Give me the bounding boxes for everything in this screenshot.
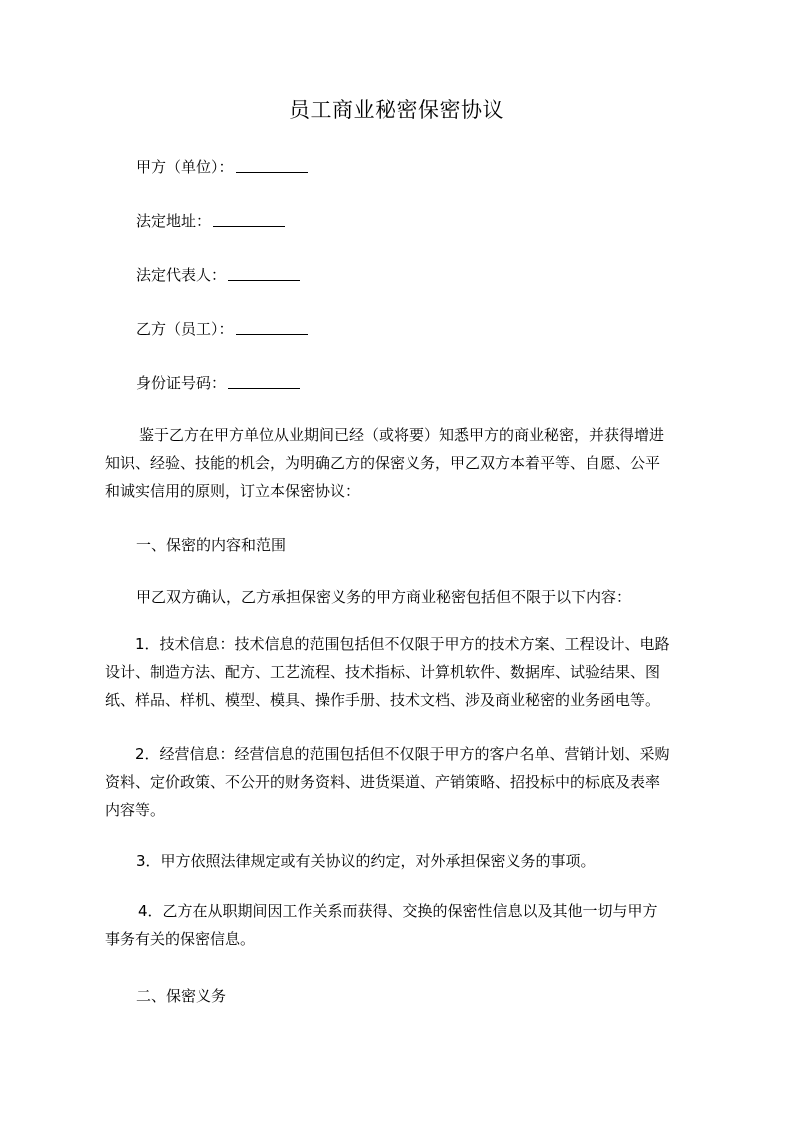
section1-item1: 1．技术信息：技术信息的范围包括但不仅限于甲方的技术方案、工程设计、电路设计、制造方法、配方、工艺流程、技术指标、计算机软件、数据库、试验结果、图纸、样品、样机、模型、模具、操作手册、技术文档、涉及商业秘密的业务函电等。 [105, 635, 670, 709]
id-number-field [136, 373, 300, 393]
section2-heading: 二、保密义务 [136, 987, 227, 1005]
document-title: 员工商业秘密保密协议 [289, 98, 504, 122]
legal-rep-label: 法定代表人： [136, 266, 227, 284]
legal-rep-field [136, 265, 300, 285]
party-b-label: 乙方（员工）： [136, 320, 234, 338]
legal-address-label: 法定地址： [136, 212, 212, 230]
section1-intro: 甲乙双方确认，乙方承担保密义务的甲方商业秘密包括但不限于以下内容： [136, 588, 632, 606]
section1-heading: 一、保密的内容和范围 [136, 536, 287, 554]
party-a-label: 甲方（单位）： [136, 158, 234, 176]
party-b-blank [236, 320, 308, 335]
legal-address-field [136, 211, 285, 231]
section1-item2: 2．经营信息：经营信息的范围包括但不仅限于甲方的客户名单、营销计划、采购资料、定价政策、不公开的财务资料、进货渠道、产销策略、招投标中的标底及表率内容等。 [105, 745, 670, 819]
legal-rep-blank [228, 266, 300, 281]
id-number-blank [228, 374, 300, 389]
legal-address-blank [213, 212, 285, 227]
party-b-field [136, 319, 308, 339]
section1-item4: 4．乙方在从职期间因工作关系而获得、交换的保密性信息以及其他一切与甲方事务有关的保密信息。 [105, 902, 658, 948]
id-number-label: 身份证号码： [136, 374, 227, 392]
party-a-field [136, 157, 308, 177]
section1-item3: 3．甲方依照法律规定或有关协议的约定，对外承担保密义务的事项。 [136, 852, 596, 870]
party-a-blank [236, 158, 308, 173]
preamble-paragraph: 鉴于乙方在甲方单位从业期间已经（或将要）知悉甲方的商业秘密，并获得增进知识、经验、技能的机会，为明确乙方的保密义务，甲乙双方本着平等、自愿、公平和诚实信用的原则，订立本保密协议： [105, 426, 665, 500]
